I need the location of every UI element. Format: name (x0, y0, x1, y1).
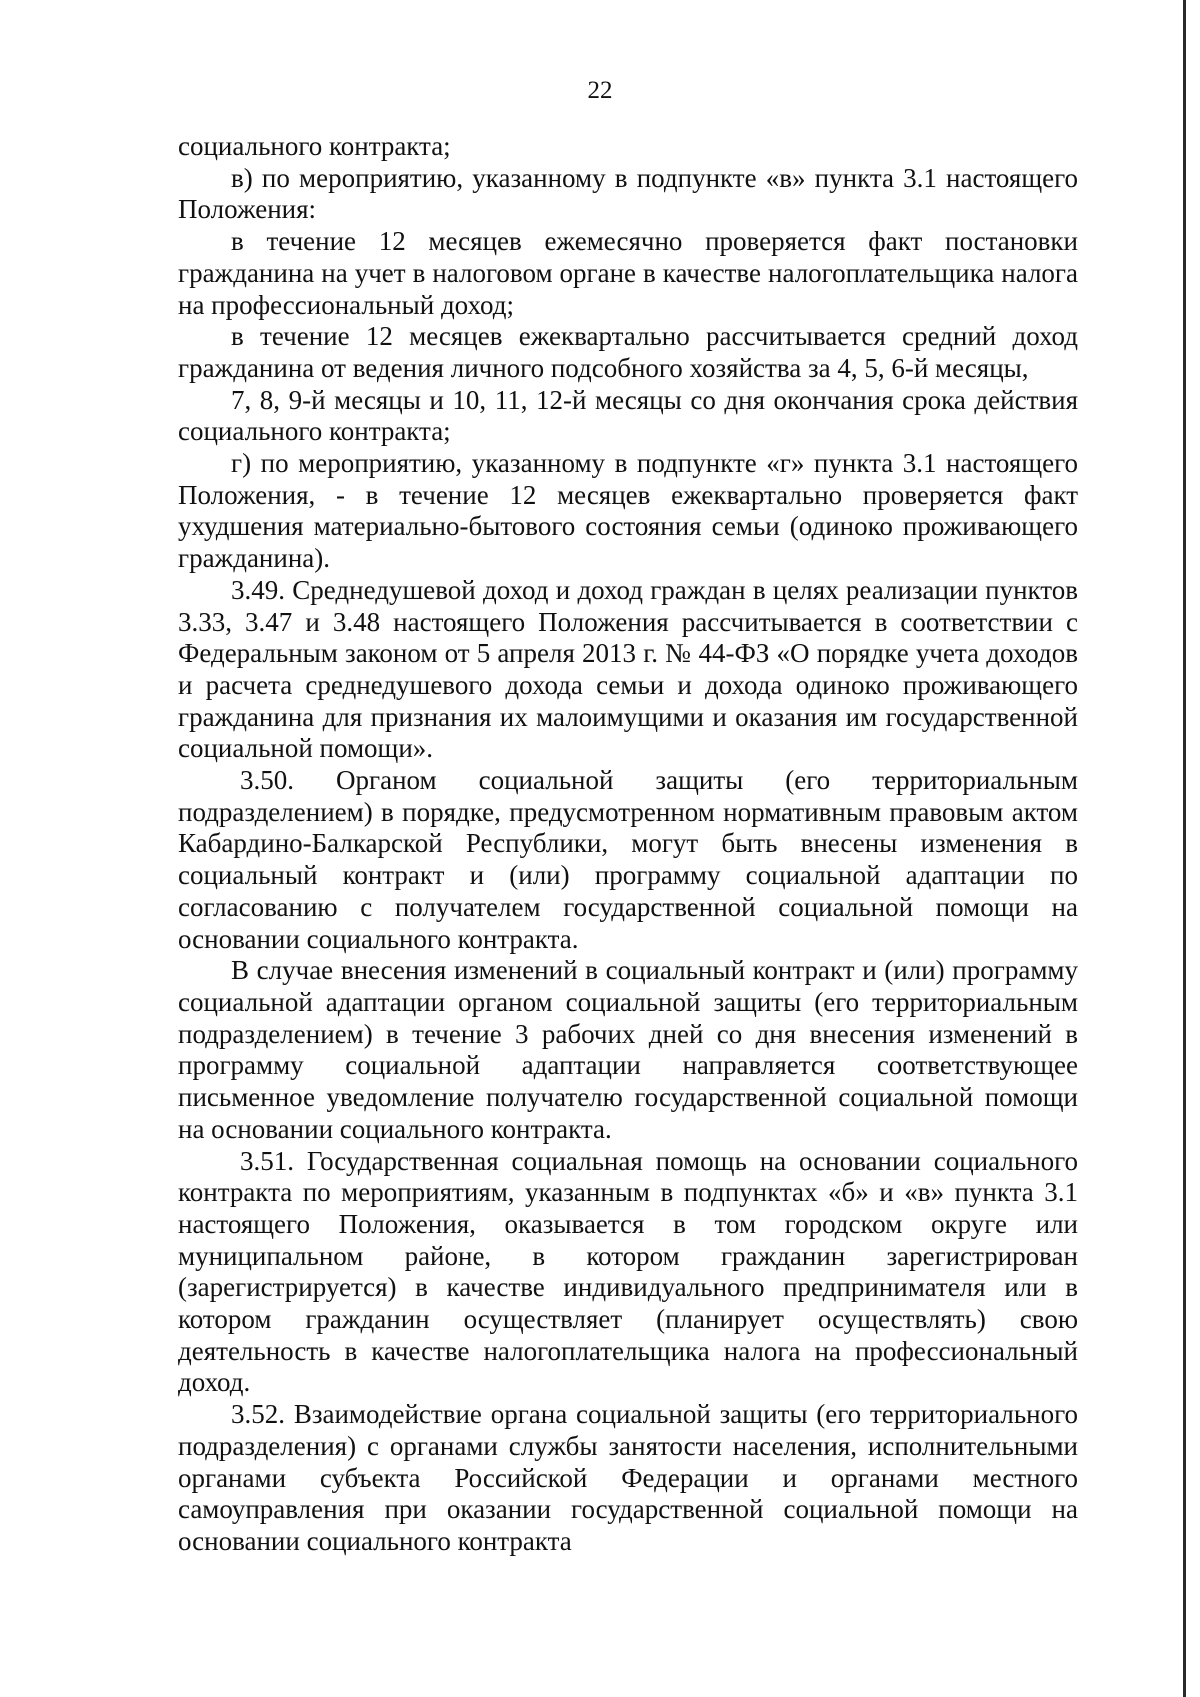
paragraph-3-52: 3.52. Взаимодействие органа социальной защиты (его территориального подразделения) с органами службы занятости населения, исполнительными органами субъекта Российской Федерации и органами местного самоуправления при оказании государственной социальной помощи на основании социального контракта (178, 1399, 1078, 1556)
paragraph-4: в течение 12 месяцев ежеквартально рассчитывается средний доход гражданина от ведения личного подсобного хозяйства за 4, 5, 6-й месяцы, (178, 321, 1078, 383)
paragraph-3-51: 3.51. Государственная социальная помощь на основании социального контракта по мероприятиям, указанным в подпунктах «б» и «в» пункта 3.1 настоящего Положения, оказывается в том городском округе или муниципальном районе, в котором гражданин зарегистрирован (зарегистрируется) в качестве индивидуального предпринимателя или в котором гражданин осуществляет (планирует осуществлять) свою деятельность в качестве налогоплательщика налога на профессиональный доход. (178, 1145, 1078, 1398)
document-body (178, 131, 1078, 1558)
paragraph-3-49: 3.49. Среднедушевой доход и доход граждан в целях реализации пунктов 3.33, 3.47 и 3.48 настоящего Положения рассчитывается в соответствии с Федеральным законом от 5 апреля 2013 г. № 44-ФЗ «О порядке учета доходов и расчета среднедушевого дохода семьи и дохода одиноко проживающего гражданина для признания их малоимущими и оказания им государственной социальной помощи». (178, 574, 1078, 764)
paragraph-3-50: 3.50. Органом социальной защиты (его территориальным подразделением) в порядке, предусмотренном нормативным правовым актом Кабардино-Балкарской Республики, могут быть внесены изменения в социальный контракт и (или) программу социальной адаптации по согласованию с получателем государственной социальной помощи на основании социального контракта. (178, 765, 1078, 954)
paragraph-6: г) по мероприятию, указанному в подпункте «г» пункта 3.1 настоящего Положения, - в течение 12 месяцев ежеквартально проверяется факт ухудшения материально-бытового состояния семьи (одиноко проживающего гражданина). (178, 448, 1078, 574)
page-edge-line (1183, 0, 1186, 1697)
page-number: 22 (587, 77, 613, 104)
paragraph-2: в) по мероприятию, указанному в подпункте «в» пункта 3.1 настоящего Положения: (178, 162, 1078, 225)
paragraph-3-50-amendment: В случае внесения изменений в социальный контракт и (или) программу социальной адаптации органом социальной защиты (его территориальным подразделением) в течение 3 рабочих дней со дня внесения изменений в программу социальной адаптации направляется соответствующее письменное уведомление получателю государственной социальной помощи на основании социального контракта. (178, 955, 1078, 1144)
paragraph-3: в течение 12 месяцев ежемесячно проверяется факт постановки гражданина на учет в налоговом органе в качестве налогоплательщика налога на профессиональный доход; (178, 226, 1078, 320)
paragraph-5: 7, 8, 9-й месяцы и 10, 11, 12-й месяцы со дня окончания срока действия социального контракта; (178, 384, 1078, 447)
paragraph-1: социального контракта; (178, 131, 451, 161)
